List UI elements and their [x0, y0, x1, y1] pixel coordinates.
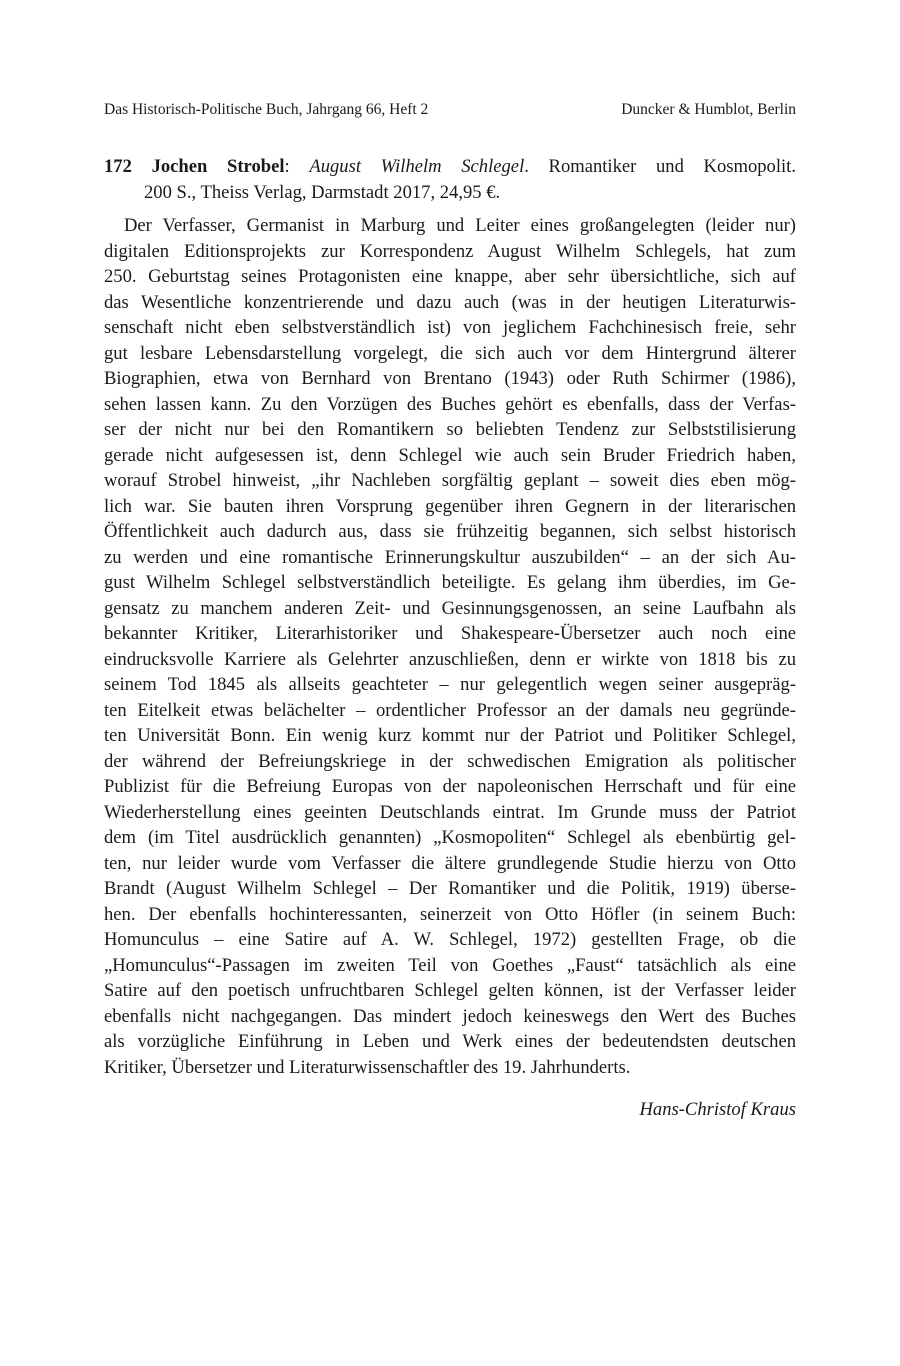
review-line: gerade nicht aufgesessen ist, denn Schlegel wie auch sein Bruder Friedrich haben, [104, 444, 796, 466]
book-title: August Wilhelm Schlegel [309, 156, 525, 177]
review-line: ten Universität Bonn. Ein wenig kurz kommt nur der Patriot und Politiker Schlegel, [104, 725, 796, 746]
review-line: sehen lassen kann. Zu den Vorzügen des Buches gehört es ebenfalls, dass der Verfas- [104, 393, 796, 415]
review-line: Publizist für die Befreiung Europas von der napoleonischen Herrschaft und für eine [104, 776, 796, 797]
review-line: Wiederherstellung eines geeinten Deutschlands eintrat. Im Grunde muss der Patriot [104, 801, 796, 823]
review-line: Homunculus – eine Satire auf A. W. Schlegel, 1972) gestellten Frage, ob die [104, 929, 796, 950]
review-line: zu werden und eine romantische Erinnerungskultur auszubilden“ – an der sich Au- [104, 546, 796, 568]
review-line: als vorzügliche Einführung in Leben und Werk eines der bedeutendsten deutschen [104, 1031, 796, 1052]
review-line: senschaft nicht eben selbstverständlich ist) von jeglichem Fachchinesisch freie, sehr [104, 317, 796, 338]
journal-title: Das Historisch-Politische Buch, Jahrgang 66, Heft 2 [104, 101, 429, 118]
review-line: digitalen Editionsprojekts zur Korrespondenz August Wilhelm Schlegels, hat zum [104, 240, 796, 262]
book-author: Jochen Strobel [151, 156, 285, 177]
review-line: Brandt (August Wilhelm Schlegel – Der Romantiker und die Politik, 1919) überse- [104, 878, 796, 899]
review-line: gut lesbare Lebensdarstellung vorgelegt, die sich auch vor dem Hintergrund älterer [104, 342, 796, 364]
review-entry [104, 154, 796, 1123]
review-text [104, 213, 796, 1080]
review-line: lich war. Sie bauten ihren Vorsprung gegenüber ihren Gegnern in der literarischen [104, 495, 796, 517]
review-line: das Wesentliche konzentrierende und dazu auch (was in der heutigen Literaturwis- [104, 291, 796, 313]
publisher: Duncker & Humblot, Berlin [621, 101, 796, 118]
review-line: ser der nicht nur bei den Romantikern so beliebten Tendenz zur Selbststilisierung [104, 419, 796, 440]
review-line: worauf Strobel hinweist, „ihr Nachleben sorgfältig geplant – soweit dies eben mög- [104, 470, 796, 491]
review-line: 250. Geburtstag seines Protagonisten eine knappe, aber sehr übersichtliche, sich auf [104, 266, 796, 287]
book-subtitle: . Romantiker und Kosmopolit. [524, 156, 796, 177]
review-line: bekannter Kritiker, Literarhistoriker und Shakespeare-Übersetzer auch noch eine [104, 623, 796, 644]
reviewer-signature: Hans-Christof Kraus [639, 1099, 796, 1120]
review-line: gust Wilhelm Schlegel selbstverständlich beteiligte. Es gelang ihm überdies, im Ge- [104, 572, 796, 593]
review-line: der während der Befreiungskriege in der schwedischen Emigration als politischer [104, 750, 796, 772]
review-line: seinem Tod 1845 als allseits geachteter – nur gelegentlich wegen seiner ausgepräg- [104, 674, 796, 695]
review-line: Satire auf den poetisch unfruchtbaren Schlegel gelten können, ist der Verfasser leider [104, 980, 796, 1001]
review-line: ten, nur leider wurde vom Verfasser die ältere grundlegende Studie hierzu von Otto [104, 852, 796, 874]
entry-number: 172 [104, 156, 132, 177]
review-line: gensatz zu manchem anderen Zeit- und Gesinnungsgenossen, an seine Laufbahn als [104, 597, 796, 619]
review-line: dem (im Titel ausdrücklich genannten) „Kosmopoliten“ Schlegel als ebenbürtig gel- [104, 827, 796, 848]
citation-line-1: 172 Jochen Strobel: August Wilhelm Schlegel. Romantiker und Kosmopolit. [104, 156, 796, 177]
review-line: Der Verfasser, Germanist in Marburg und Leiter eines großangelegten (leider nur) [124, 215, 796, 236]
review-line: „Homunculus“-Passagen im zweiten Teil von Goethes „Faust“ tatsächlich als eine [104, 954, 796, 976]
review-line: ten Eitelkeit etwas belächelter – ordentlicher Professor an der damals neu gegründe- [104, 699, 796, 721]
review-line: ebenfalls nicht nachgegangen. Das mindert jedoch keineswegs den Wert des Buches [104, 1005, 796, 1027]
review-line: eindrucksvolle Karriere als Gelehrter anzuschließen, denn er wirkte von 1818 bis zu [104, 648, 796, 670]
review-line: Kritiker, Übersetzer und Literaturwissenschaftler des 19. Jahrhunderts. [104, 1056, 631, 1078]
review-line: hen. Der ebenfalls hochinteressanten, seinerzeit von Otto Höfler (in seinem Buch: [104, 903, 796, 925]
publication-details: 200 S., Theiss Verlag, Darmstadt 2017, 24,95 €. [144, 181, 501, 203]
review-line: Biographien, etwa von Bernhard von Brentano (1943) oder Ruth Schirmer (1986), [104, 368, 796, 389]
review-line: Öffentlichkeit auch dadurch aus, dass sie frühzeitig begannen, sich selbst historisch [104, 521, 796, 542]
